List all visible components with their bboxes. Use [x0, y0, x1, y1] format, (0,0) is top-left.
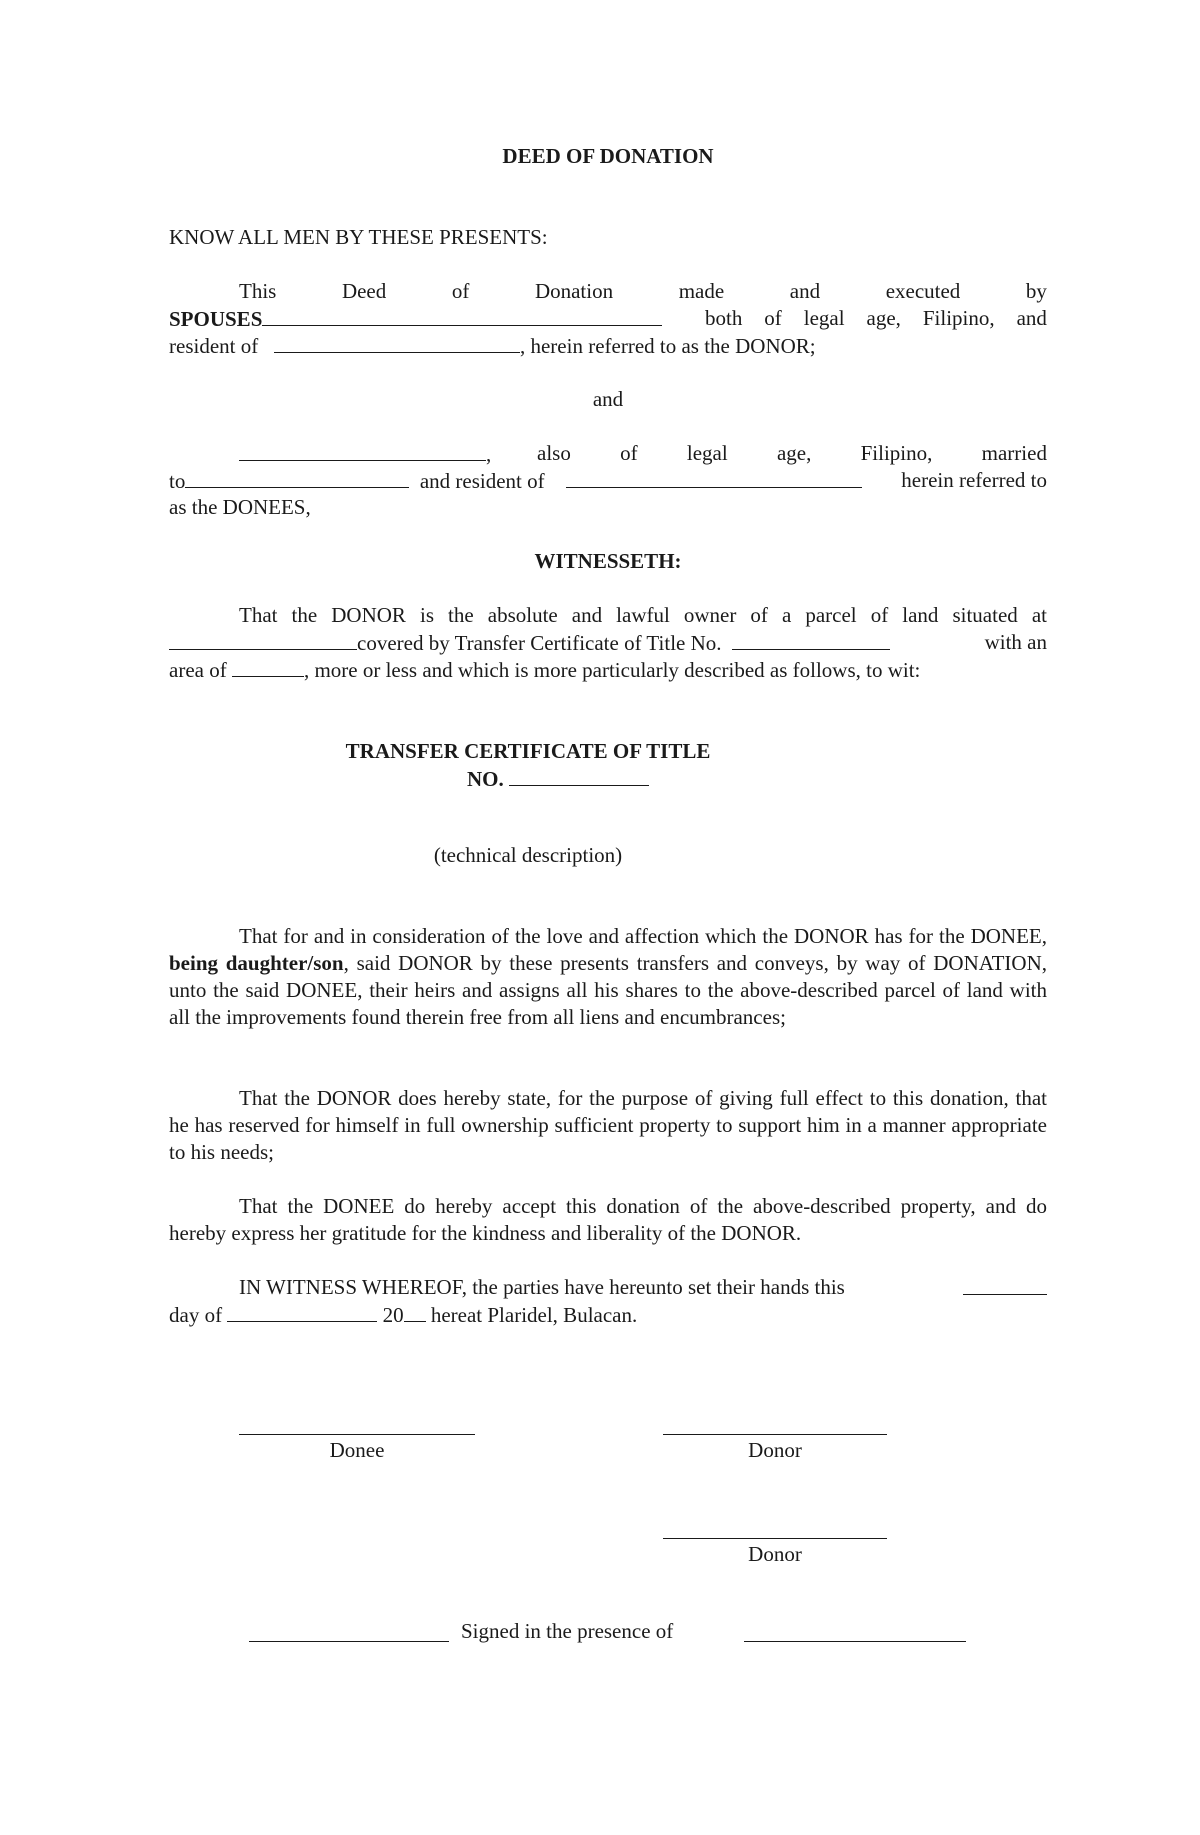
donor-label-2: Donor: [748, 1542, 802, 1566]
witness-month-blank[interactable]: [227, 1301, 377, 1322]
word: and: [1016, 306, 1047, 330]
donee-para-line-3: as the DONEES,: [169, 495, 311, 519]
word: also: [537, 441, 571, 465]
witness-line-1: [239, 1274, 1047, 1301]
word: and: [789, 279, 821, 303]
word: married: [981, 441, 1047, 465]
donee-para-line-2: [169, 467, 1047, 495]
place-text: hereat Plaridel, Bulacan.: [430, 1303, 638, 1327]
acceptance-text: That the DONEE do hereby accept this donation of the above-described property, and do hereby express her gratitude for the kindness and liberality of the DONOR.: [169, 1194, 1047, 1245]
donor-signature-line-2[interactable]: [663, 1538, 887, 1539]
spouses-label: SPOUSES: [169, 307, 263, 331]
donee-para-line-1-words: [537, 440, 1047, 467]
word: Filipino,: [922, 306, 995, 330]
word: Donation: [534, 279, 614, 303]
donee-name-blank[interactable]: [239, 440, 486, 461]
donee-referred-text: herein referred to: [901, 468, 1047, 492]
area-of-label: area of: [169, 658, 227, 682]
with-an-text: with an: [984, 630, 1047, 654]
day-of-label: day of: [169, 1303, 223, 1327]
witnesseth-heading: WITNESSETH:: [534, 549, 682, 573]
consideration-lead: That for and in consideration of the love and affection which the DONOR has for the DONEE,: [239, 924, 1047, 948]
donor-signature-line-1[interactable]: [663, 1434, 887, 1435]
consideration-paragraph: [169, 923, 1047, 1031]
word: age,: [866, 306, 901, 330]
donee-residence-blank[interactable]: [566, 467, 862, 488]
donor-para-line-2-tail: [705, 305, 1047, 332]
reservation-paragraph: [169, 1085, 1047, 1166]
land-para-line-1: That the DONOR is the absolute and lawful owner of a parcel of land situated at: [239, 603, 1047, 627]
word: of: [620, 441, 638, 465]
signed-presence-text: Signed in the presence of: [461, 1619, 674, 1643]
consideration-rest: , said DONOR by these presents transfers and conveys, by way of DONATION, unto the said DONEE, their heirs and assigns all his shares to the above-described parcel of land with all the improvements found therein free from all liens and encumbrances;: [169, 951, 1047, 1029]
to-label: to: [169, 469, 186, 493]
and-connector: and: [592, 387, 624, 411]
document-title: DEED OF DONATION: [502, 144, 714, 168]
donor-residence-blank[interactable]: [274, 332, 520, 353]
land-para-line-3: [169, 656, 1047, 684]
tct-no-blank[interactable]: [509, 765, 649, 786]
acceptance-paragraph: [169, 1193, 1047, 1247]
word: by: [1025, 279, 1047, 303]
resident-of-label: resident of: [169, 334, 259, 358]
word: both: [705, 306, 743, 330]
land-location-blank[interactable]: [169, 629, 357, 650]
land-area-blank[interactable]: [232, 656, 304, 677]
witness-day-blank[interactable]: [963, 1274, 1047, 1295]
word: Deed: [341, 279, 387, 303]
opening-line: KNOW ALL MEN BY THESE PRESENTS:: [169, 225, 548, 249]
relationship-text: being daughter/son: [169, 951, 344, 975]
married-to-blank[interactable]: [185, 467, 409, 488]
word: executed: [885, 279, 961, 303]
reservation-text: That the DONOR does hereby state, for the purpose of giving full effect to this donation, that he has reserved for himself in full ownership sufficient property to support him in a manner appropriate to his needs;: [169, 1086, 1047, 1164]
tct-no-label: NO.: [467, 767, 504, 791]
tct-number-blank[interactable]: [732, 629, 890, 650]
tct-heading: TRANSFER CERTIFICATE OF TITLE: [345, 739, 711, 763]
donor-label-1: Donor: [748, 1438, 802, 1462]
witness-year-blank[interactable]: [404, 1301, 426, 1322]
year-prefix: 20: [382, 1303, 404, 1327]
donor-para-line-3: [169, 332, 1047, 360]
witness-signature-line-2[interactable]: [744, 1641, 966, 1642]
tct-covered-text: covered by Transfer Certificate of Title No.: [357, 631, 722, 655]
word: of: [764, 306, 782, 330]
document-page: [169, 0, 1047, 1835]
comma: ,: [486, 442, 492, 466]
word: Filipino,: [860, 441, 933, 465]
donor-referred-text: , herein referred to as the DONOR;: [519, 334, 816, 358]
resident-of-label: and resident of: [419, 469, 545, 493]
more-or-less-text: , more or less and which is more particularly described as follows, to wit:: [303, 658, 921, 682]
spouses-name-blank[interactable]: [262, 305, 662, 326]
word: This: [239, 279, 277, 303]
donor-para-line-1: [239, 278, 1047, 305]
word: made: [678, 279, 725, 303]
land-para-line-2: [169, 629, 1047, 657]
donee-signature-line[interactable]: [239, 1434, 475, 1435]
word: age,: [776, 441, 812, 465]
witness-signature-line-1[interactable]: [249, 1641, 449, 1642]
witness-line-2: [169, 1301, 1047, 1329]
word: legal: [803, 306, 845, 330]
word: of: [451, 279, 470, 303]
tct-no-line: [467, 765, 1047, 793]
word: legal: [686, 441, 728, 465]
donor-para-line-2: [169, 305, 1047, 333]
witness-text: IN WITNESS WHEREOF, the parties have hereunto set their hands this: [239, 1275, 845, 1299]
technical-description: (technical description): [433, 843, 623, 867]
donee-label: Donee: [329, 1438, 385, 1462]
